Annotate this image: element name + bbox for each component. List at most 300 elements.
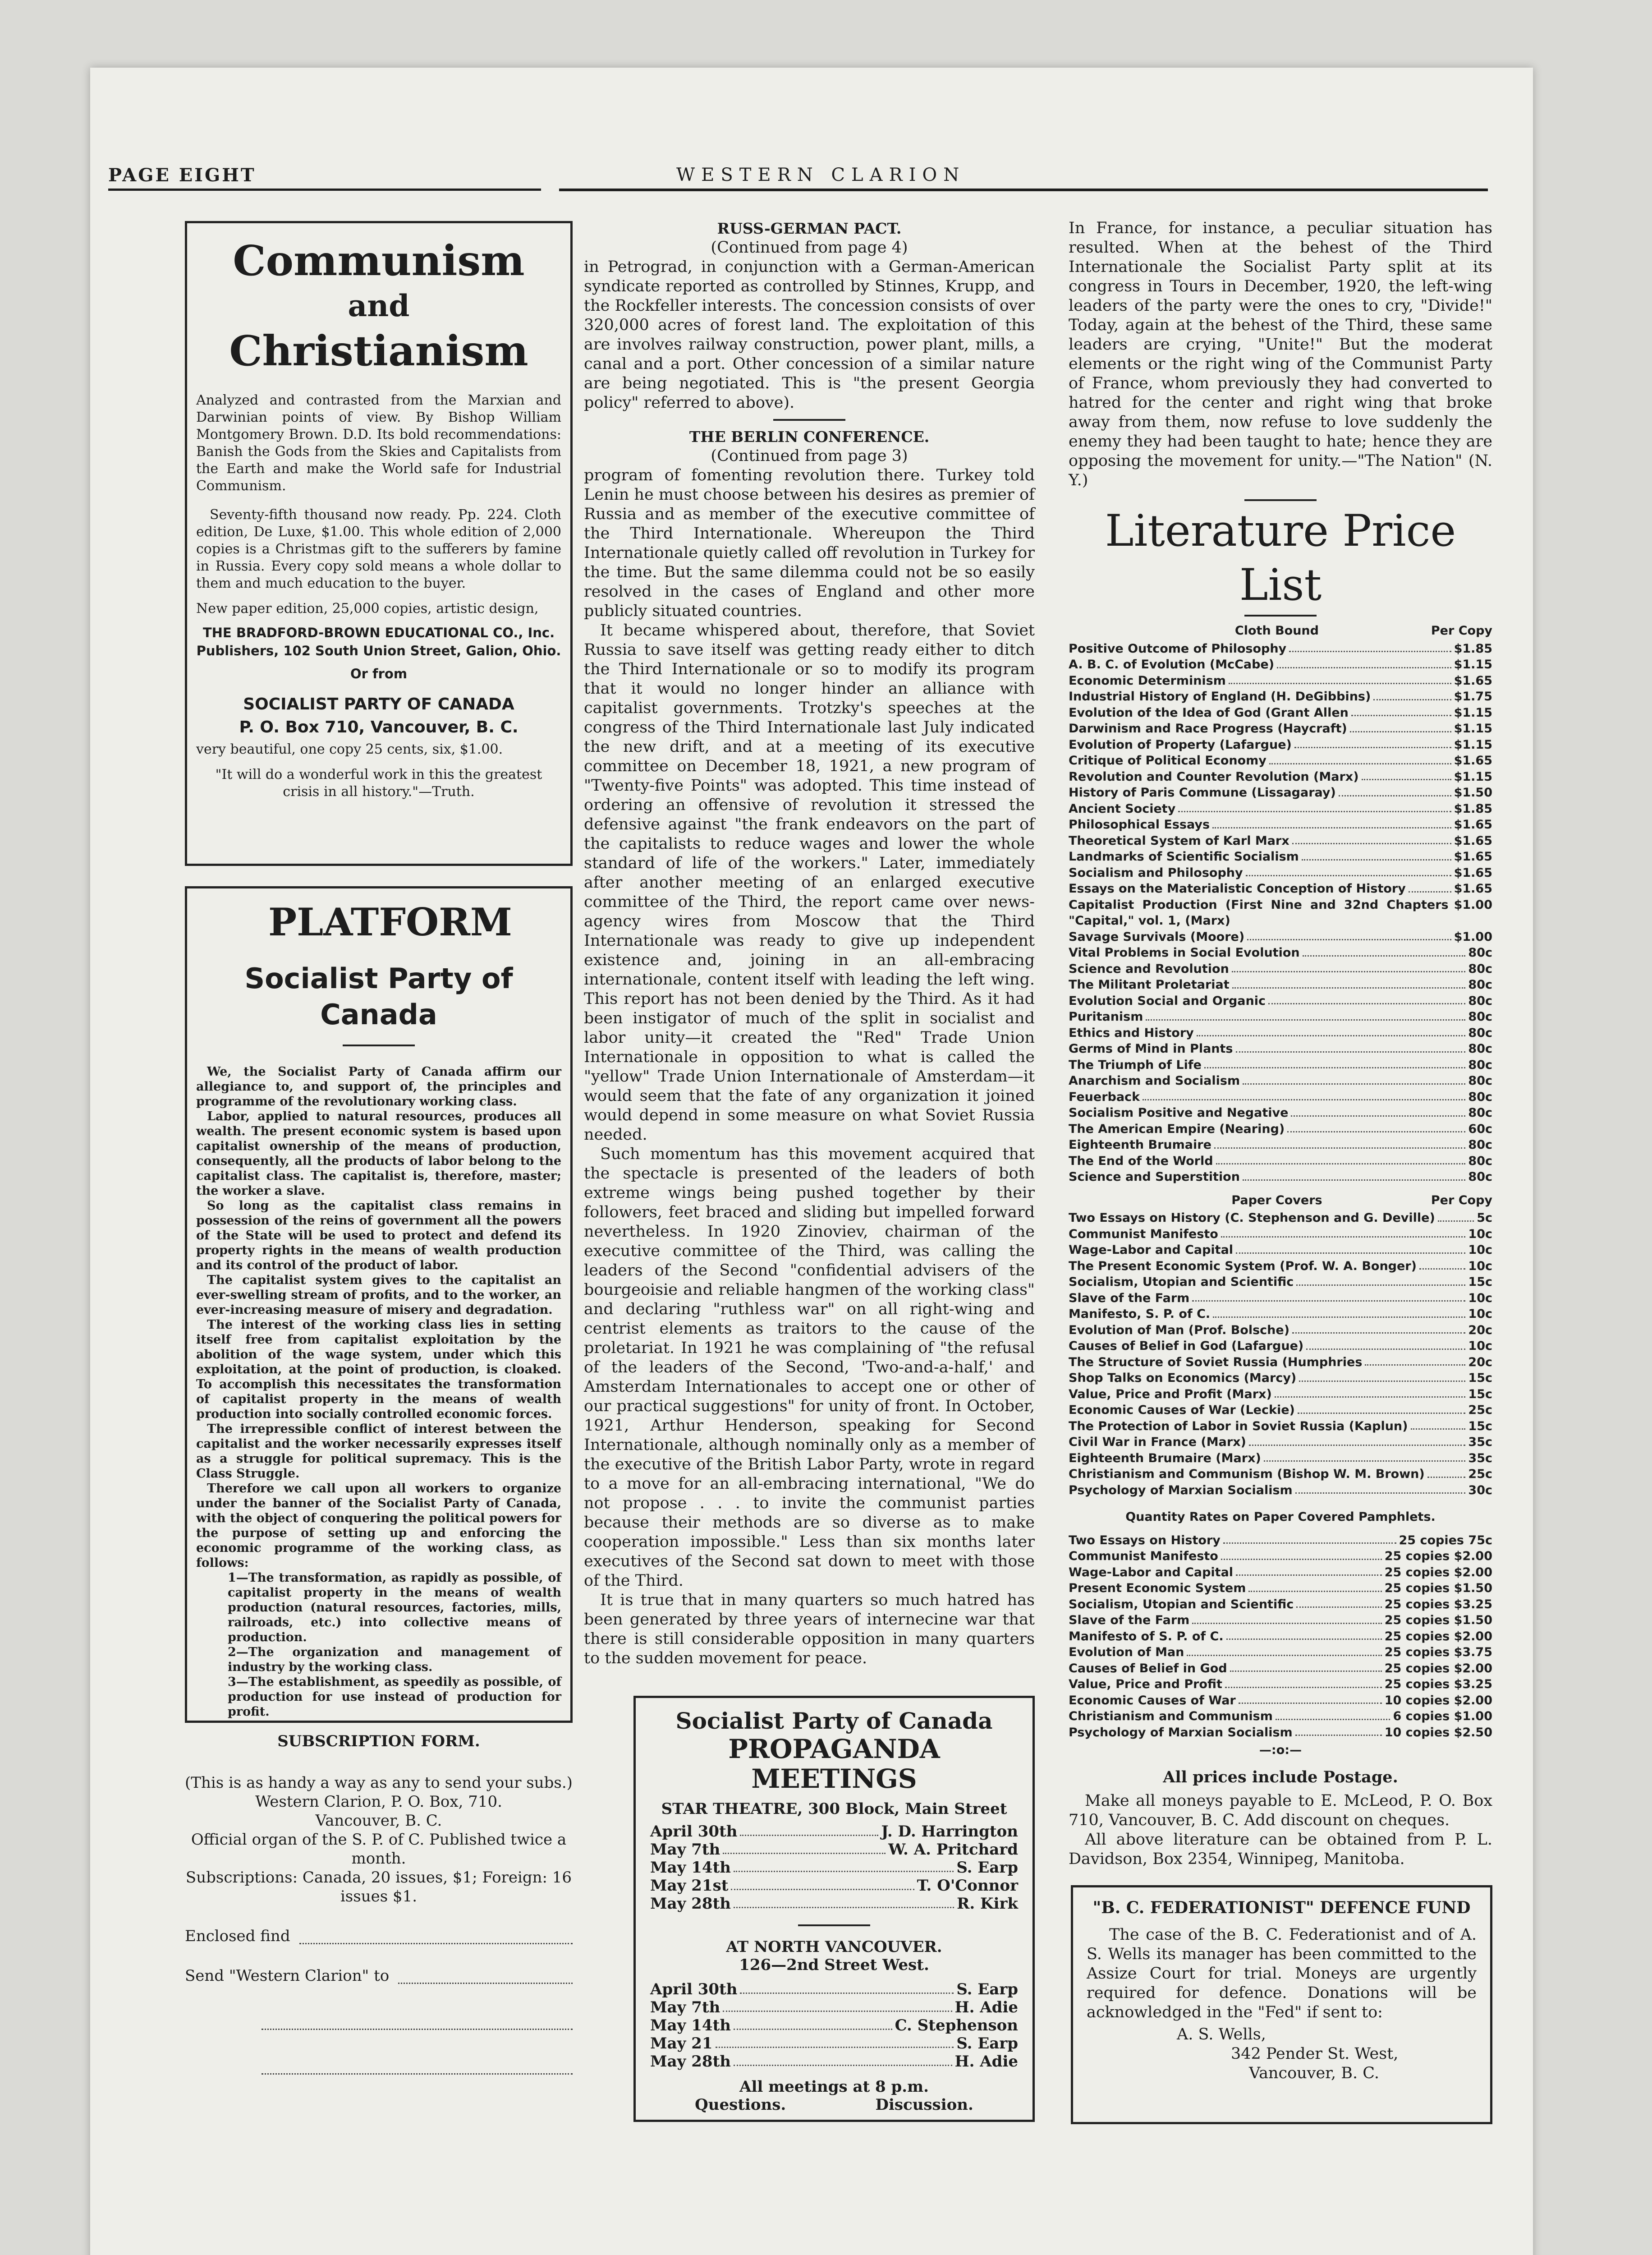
enclosed-field[interactable] xyxy=(299,1927,573,1944)
france-rule xyxy=(1244,499,1317,501)
dot-leader xyxy=(1373,689,1451,700)
price-row xyxy=(1069,1450,1492,1467)
per-copy-label: Per Copy xyxy=(1431,624,1492,638)
price-row-price: 25 copies $2.00 xyxy=(1384,1629,1492,1643)
price-row xyxy=(1069,881,1492,897)
dot-leader xyxy=(1339,785,1451,796)
meeting-row: May 21st T. O'Connor xyxy=(650,1877,1018,1895)
price-row xyxy=(1069,769,1492,785)
dot-leader xyxy=(1302,849,1451,861)
price-row xyxy=(1069,1290,1492,1307)
meetings-title-2: PROPAGANDA MEETINGS xyxy=(728,1734,940,1794)
price-row xyxy=(1069,801,1492,817)
price-row-price: 25 copies $1.50 xyxy=(1384,1613,1492,1627)
price-row-price: 80c xyxy=(1468,1010,1492,1024)
send-field[interactable] xyxy=(398,1966,573,1984)
price-row-price: 60c xyxy=(1468,1122,1492,1136)
price-row-title: Civil War in France (Marx) xyxy=(1069,1435,1246,1449)
price-row xyxy=(1069,705,1492,721)
price-row-price: 25c xyxy=(1468,1403,1492,1417)
price-row-title: Anarchism and Socialism xyxy=(1069,1074,1240,1088)
price-row xyxy=(1069,1306,1492,1322)
price-row xyxy=(1069,721,1492,737)
subscription-line-1: (This is as handy a way as any to send your subs.) xyxy=(185,1774,573,1792)
price-row-title: Economic Causes of War (Leckie) xyxy=(1069,1403,1295,1417)
price-row-price: 25 copies $2.00 xyxy=(1384,1565,1492,1579)
price-row-price: 5c xyxy=(1477,1211,1492,1225)
price-row-price: $1.65 xyxy=(1454,850,1492,864)
dot-leader xyxy=(1249,1434,1466,1446)
dot-leader xyxy=(1275,1386,1466,1398)
price-row-title: Present Economic System xyxy=(1069,1581,1246,1595)
price-row xyxy=(1069,1242,1492,1258)
price-row xyxy=(1069,945,1492,961)
price-row xyxy=(1069,1105,1492,1121)
dot-leader xyxy=(1232,961,1466,973)
price-list-sep: —:o:— xyxy=(1259,1743,1302,1757)
price-row-price: 10c xyxy=(1468,1291,1492,1305)
russ-title: RUSS-GERMAN PACT. xyxy=(717,220,902,237)
price-row xyxy=(1069,897,1492,929)
price-row-price: 25c xyxy=(1468,1467,1492,1481)
price-row-title: Revolution and Counter Revolution (Marx) xyxy=(1069,769,1359,784)
price-row xyxy=(1069,1354,1492,1371)
cloth-header-row xyxy=(1069,623,1492,639)
price-row-price: $1.50 xyxy=(1454,786,1492,800)
price-row xyxy=(1069,1629,1492,1645)
literature-rule xyxy=(1244,615,1317,617)
dot-leader xyxy=(1295,1725,1382,1736)
price-row-price: 10c xyxy=(1468,1339,1492,1353)
price-row-title: The Protection of Labor in Soviet Russia (Kaplun) xyxy=(1069,1419,1408,1433)
price-row xyxy=(1069,817,1492,833)
price-row-price: 80c xyxy=(1468,1170,1492,1184)
send-label: Send "Western Clarion" to xyxy=(185,1967,390,1985)
price-row-price: 15c xyxy=(1468,1371,1492,1385)
price-row-title: Socialism, Utopian and Scientific xyxy=(1069,1275,1294,1289)
dot-leader xyxy=(1299,1370,1465,1382)
header-rule-left xyxy=(108,189,541,191)
price-row-price: $1.75 xyxy=(1454,690,1492,704)
price-row xyxy=(1069,1041,1492,1057)
platform-item-1: 1—The transformation, as rapidly as possible, of capitalist property in the means of wealth production (natural resources, factories, mills, railroads, etc.) into collective means of production. xyxy=(228,1571,561,1644)
dot-leader xyxy=(1296,1274,1465,1286)
price-row-title: Christianism and Communism xyxy=(1069,1709,1273,1723)
address-field-2[interactable] xyxy=(262,2057,573,2075)
price-row-title: Economic Determinism xyxy=(1069,673,1226,688)
meetings-list-1 xyxy=(650,1822,1018,1913)
price-row xyxy=(1069,961,1492,977)
subscription-line-2: Western Clarion, P. O. Box, 710. xyxy=(255,1793,502,1811)
platform-item-3: 3—The establishment, as speedily as possible, of production for use instead of production for profit. xyxy=(228,1675,561,1719)
ad-quote: "It will do a wonderful work in this the greatest crisis in all history."—Truth. xyxy=(215,767,542,800)
price-row-title: Slave of the Farm xyxy=(1069,1613,1190,1627)
subscription-form xyxy=(185,1727,573,2075)
meetings-list-2 xyxy=(650,1980,1018,2071)
platform-p3: So long as the capitalist class remains in possession of the reins of government all the powers of the State will be used to protect and defend its property rights in the means of wealth production and its control of the product of labor. xyxy=(196,1199,561,1272)
platform-item-2: 2—The organization and management of industry by the working class. xyxy=(228,1645,561,1674)
price-row xyxy=(1069,1466,1492,1482)
price-row xyxy=(1069,1386,1492,1403)
ad-title-christianism: Christianism xyxy=(229,327,528,375)
per-copy-label-2: Per Copy xyxy=(1431,1193,1492,1207)
meeting-row: May 7th H. Adie xyxy=(650,1998,1018,2016)
price-row-title: Christianism and Communism (Bishop W. M. Brown) xyxy=(1069,1467,1425,1481)
price-row xyxy=(1069,1089,1492,1105)
communism-ad-box xyxy=(185,221,573,866)
price-row-title: Psychology of Marxian Socialism xyxy=(1069,1483,1293,1497)
price-row-price: $1.15 xyxy=(1454,737,1492,752)
platform-title: PLATFORM xyxy=(268,900,512,944)
address-field-1[interactable] xyxy=(262,2012,573,2030)
price-row-price: 80c xyxy=(1468,1026,1492,1040)
russ-text: in Petrograd, in conjunction with a German-American syndicate reported as controlled by Stinnes, Krupp, and the Rockfeller interests. The concession consists of over 320,000 acres of forest land. The exploitation of this are involves railway construction, power plant, mills, a canal and a port. Other concession of a similar nature are being negotiated. This is "the present Georgia policy" referred to above). xyxy=(584,258,1035,412)
price-row-title: Evolution of Property (Lafargue) xyxy=(1069,737,1292,752)
price-row xyxy=(1069,1073,1492,1089)
quantity-list xyxy=(1069,1532,1492,1741)
berlin-continued: (Continued from page 3) xyxy=(711,447,908,465)
platform-box xyxy=(185,886,573,1723)
dot-leader xyxy=(1292,833,1451,845)
price-row-title: Ethics and History xyxy=(1069,1026,1194,1040)
price-row-title: Causes of Belief in God (Lafargue) xyxy=(1069,1339,1304,1353)
price-row-price: $1.65 xyxy=(1454,673,1492,688)
france-text: In France, for instance, a peculiar situation has resulted. When at the behest of the Third Internationale the Socialist Party split at its congress in Tours in December, 1920, the left-wing leaders of the party were the ones to cry, "Divide!" Today, again at the behest of the Third, these same leaders are crying, "Unite!" But the moderat elements or the right wing of the Communist Party of France, whom previously they had converted to hatred for the center and right wing that broke away from them, now refuse to love suddenly the enemy they had been taught to hate; hence they are opposing the movement for unity.—"The Nation" (N. Y.) xyxy=(1069,219,1492,489)
price-row xyxy=(1069,1025,1492,1041)
cloth-list xyxy=(1069,641,1492,1185)
subscription-title: SUBSCRIPTION FORM. xyxy=(277,1732,480,1750)
dot-leader xyxy=(1229,673,1451,685)
ad-title-and: and xyxy=(348,288,410,323)
price-row-title: Slave of the Farm xyxy=(1069,1291,1190,1305)
price-row-price: 20c xyxy=(1468,1323,1492,1337)
dot-leader xyxy=(1268,993,1465,1005)
dot-leader xyxy=(1248,1580,1381,1592)
price-row-title: A. B. C. of Evolution (McCabe) xyxy=(1069,658,1275,672)
price-row xyxy=(1069,1009,1492,1025)
price-row xyxy=(1069,737,1492,753)
price-row-title: Psychology of Marxian Socialism xyxy=(1069,1725,1293,1740)
dot-leader xyxy=(1243,1073,1465,1085)
page-number: PAGE EIGHT xyxy=(108,165,256,186)
price-row-price: $1.65 xyxy=(1454,754,1492,768)
middle-column xyxy=(584,219,1035,1668)
price-row-title: Value, Price and Profit (Marx) xyxy=(1069,1387,1272,1401)
price-row xyxy=(1069,1532,1492,1549)
dot-leader xyxy=(1409,881,1451,893)
price-row-price: 25 copies $3.25 xyxy=(1384,1597,1492,1611)
ad-price: very beautiful, one copy 25 cents, six, $1.00. xyxy=(196,741,503,757)
berlin-p1: program of fomenting revolution there. Turkey told Lenin he must choose between his desires as premier of Russia and as member of the executive committee of the Third Internationale. Whereupon the Third Internationale quietly called off revolution in Turkey for the time. But the same dilemma could not be so easily resolved in the cases of England and other more publicly situated countries. xyxy=(584,466,1035,620)
dot-leader xyxy=(1276,1708,1390,1720)
ad-spc: SOCIALIST PARTY OF CANADA xyxy=(243,695,514,713)
meeting-row: April 30th J. D. Harrington xyxy=(650,1822,1018,1841)
ad-or-from: Or from xyxy=(350,666,408,681)
defence-fund-box xyxy=(1071,1885,1492,2124)
price-row xyxy=(1069,865,1492,881)
meetings-title-1: Socialist Party of Canada xyxy=(675,1707,993,1734)
price-row-price: 15c xyxy=(1468,1275,1492,1289)
price-row xyxy=(1069,785,1492,801)
dot-leader xyxy=(1192,1612,1381,1624)
meeting-row: April 30th S. Earp xyxy=(650,1980,1018,1998)
price-row-title: Wage-Labor and Capital xyxy=(1069,1565,1234,1579)
price-row xyxy=(1069,1210,1492,1226)
russ-continued: (Continued from page 4) xyxy=(711,239,908,257)
platform-subtitle: Socialist Party of Canada xyxy=(244,962,513,1031)
price-row xyxy=(1069,1725,1492,1741)
price-row-price: $1.65 xyxy=(1454,833,1492,848)
price-row xyxy=(1069,1370,1492,1386)
price-row xyxy=(1069,1565,1492,1581)
price-row-price: $1.15 xyxy=(1454,722,1492,736)
dot-leader xyxy=(1236,1565,1382,1576)
price-row-price: 10c xyxy=(1468,1259,1492,1273)
price-row-price: 10c xyxy=(1468,1243,1492,1257)
dot-leader xyxy=(1239,1693,1382,1704)
dot-leader xyxy=(1236,1041,1466,1053)
dot-leader xyxy=(1277,657,1451,668)
price-row-price: 25 copies $3.25 xyxy=(1384,1677,1492,1691)
dot-leader xyxy=(1264,1450,1466,1462)
dot-leader xyxy=(1427,1466,1466,1478)
price-row-price: 80c xyxy=(1468,1058,1492,1072)
meeting-row: May 14th S. Earp xyxy=(650,1859,1018,1877)
dot-leader xyxy=(1187,1644,1381,1656)
price-row-price: 25 copies $2.00 xyxy=(1384,1661,1492,1675)
platform-p4: The capitalist system gives to the capitalist an ever-swelling stream of profits, and to the worker, an ever-increasing measure of misery and degradation. xyxy=(196,1273,561,1317)
price-row-price: 35c xyxy=(1468,1435,1492,1449)
price-row-title: Ancient Society xyxy=(1069,801,1176,816)
russ-rule xyxy=(773,419,845,421)
berlin-p2: It became whispered about, therefore, that Soviet Russia to save itself was getting ready either to ditch the Third Internationale or so to modify its program that it would no longer hinder an alliance with capitalist governments. Trotzky's speeches at the congress of the Third Internationale last July indicated the new drift, and at a meeting of its executive committee on December 18, 1921, a new program of "Twenty-five Points" was adopted. This time instead of ordering an offensive of revolution it stressed the defensive against "the frank endeavors on the part of the capitalists to reduce wages and lower the whole standard of life of the workers." Later, immediately after another meeting of an enlarged executive committee of the Third, the report came over news-agency wires from Moscow that the Third Internationale was ready to give up independent existence and, joining in an all-embracing internationale, content itself with leading the left wing. This report has not been denied by the Third. As it had been instigator of much of the split in socialist and labor unity—it created the "Red" Trade Union Internationale in opposition to what is called the "yellow" Trade Union Internationale of Amsterdam—it would seem that the fate of any organization it joined would depend in some measure on what Soviet Russia needed. xyxy=(584,621,1035,1144)
dot-leader xyxy=(1213,1306,1465,1318)
enclosed-label: Enclosed find xyxy=(185,1927,290,1945)
dot-leader xyxy=(1292,1322,1465,1334)
price-row-title: Eighteenth Brumaire (Marx) xyxy=(1069,1451,1261,1465)
subscription-line-4: Official organ of the S. P. of C. Published twice a month. xyxy=(191,1831,567,1868)
price-row-title: The American Empire (Nearing) xyxy=(1069,1122,1285,1136)
price-row-price: 35c xyxy=(1468,1451,1492,1465)
price-row xyxy=(1069,1708,1492,1725)
paper-header: Paper Covers xyxy=(1231,1193,1322,1207)
dot-leader xyxy=(1294,737,1451,749)
price-row-price: 10c xyxy=(1468,1227,1492,1241)
meeting-row: May 7th W. A. Pritchard xyxy=(650,1841,1018,1859)
price-row-price: 6 copies $1.00 xyxy=(1393,1709,1492,1723)
price-row-price: 10c xyxy=(1468,1307,1492,1321)
dot-leader xyxy=(1221,1548,1382,1560)
price-row-price: $1.15 xyxy=(1454,658,1492,672)
dot-leader xyxy=(1287,1121,1465,1133)
price-row xyxy=(1069,1274,1492,1290)
price-row-price: 15c xyxy=(1468,1387,1492,1401)
price-row xyxy=(1069,657,1492,673)
defence-text: The case of the B. C. Federationist and of A. S. Wells its manager has been committed to the Assize Court for trial. Moneys are urgently required for defence. Donations will be acknowledged in the "Fed" if sent to: xyxy=(1087,1926,1477,2021)
price-row-title: Germs of Mind in Plants xyxy=(1069,1042,1233,1056)
price-row-title: Capitalist Production (First Nine and 32nd Chapters "Capital," vol. 1, (Marx) xyxy=(1069,897,1449,928)
platform-p6: The irrepressible conflict of interest between the capitalist and the worker necessarily expresses itself as a struggle for political supremacy. This is the Class Struggle. xyxy=(196,1422,561,1481)
defence-address-2: 342 Pender St. West, xyxy=(1231,2045,1399,2063)
price-row-title: Feuerback xyxy=(1069,1090,1140,1104)
price-row xyxy=(1069,1612,1492,1629)
price-row-price: $1.65 xyxy=(1454,882,1492,896)
price-row xyxy=(1069,1057,1492,1073)
price-row-price: 80c xyxy=(1468,978,1492,992)
price-row xyxy=(1069,1258,1492,1275)
dot-leader xyxy=(1298,1402,1466,1414)
price-row-title: Critique of Political Economy xyxy=(1069,754,1267,768)
ad-paper-edition: New paper edition, 25,000 copies, artistic design, xyxy=(196,601,539,617)
dot-leader xyxy=(1216,1153,1466,1165)
price-row xyxy=(1069,1661,1492,1677)
ad-title-communism: Communism xyxy=(233,236,525,285)
price-row-price: 25 copies $2.00 xyxy=(1384,1549,1492,1563)
price-row-title: Two Essays on History (C. Stephenson and G. Deville) xyxy=(1069,1211,1435,1225)
price-row-title: Communist Manifesto xyxy=(1069,1549,1218,1563)
ad-box-address: P. O. Box 710, Vancouver, B. C. xyxy=(239,718,519,736)
price-row-price: $1.15 xyxy=(1454,769,1492,784)
dot-leader xyxy=(1230,1661,1382,1672)
price-row-price: 20c xyxy=(1468,1355,1492,1369)
price-row-title: Landmarks of Scientific Socialism xyxy=(1069,850,1299,864)
quantity-header: Quantity Rates on Paper Covered Pamphlets. xyxy=(1125,1510,1436,1524)
dot-leader xyxy=(1214,1137,1466,1149)
platform-body xyxy=(196,1064,561,1719)
price-row-title: Industrial History of England (H. DeGibbins) xyxy=(1069,690,1371,704)
meetings-venue-2b: 126—2nd Street West. xyxy=(739,1956,929,1974)
meeting-row: May 28th H. Adie xyxy=(650,2053,1018,2071)
price-row-title: Shop Talks on Economics (Marcy) xyxy=(1069,1371,1297,1385)
price-row-title: Wage-Labor and Capital xyxy=(1069,1243,1234,1257)
meeting-row: May 28th R. Kirk xyxy=(650,1895,1018,1913)
price-row-title: Philosophical Essays xyxy=(1069,818,1210,832)
price-row xyxy=(1069,1338,1492,1354)
meetings-questions: Questions. xyxy=(695,2096,786,2114)
price-row xyxy=(1069,673,1492,689)
price-row-price: 80c xyxy=(1468,994,1492,1008)
price-row-price: $1.00 xyxy=(1454,930,1492,944)
price-row xyxy=(1069,1580,1492,1597)
price-row-title: Darwinism and Race Progress (Haycraft) xyxy=(1069,722,1347,736)
platform-rule xyxy=(343,1045,415,1046)
price-row xyxy=(1069,1482,1492,1499)
meetings-venue-2a: AT NORTH VANCOUVER. xyxy=(726,1938,942,1956)
dot-leader xyxy=(1351,705,1451,717)
price-row-title: The End of the World xyxy=(1069,1154,1213,1168)
price-row-title: The Structure of Soviet Russia (Humphries xyxy=(1069,1355,1363,1369)
price-row-price: 80c xyxy=(1468,1138,1492,1152)
meeting-row: May 14th C. Stephenson xyxy=(650,2016,1018,2034)
dot-leader xyxy=(1291,1105,1465,1117)
subscription-line-5: Subscriptions: Canada, 20 issues, $1; Foreign: 16 issues $1. xyxy=(185,1868,572,1905)
price-row-price: 80c xyxy=(1468,946,1492,960)
price-row-title: Socialism Positive and Negative xyxy=(1069,1106,1289,1120)
ad-publisher: THE BRADFORD-BROWN EDUCATIONAL CO., Inc. Publishers, 102 South Union Street, Galion, Ohio. xyxy=(196,625,561,658)
price-row-title: Two Essays on History xyxy=(1069,1533,1221,1547)
price-row-title: The Present Economic System (Prof. W. A. Bonger) xyxy=(1069,1259,1417,1273)
price-row xyxy=(1069,1153,1492,1169)
dot-leader xyxy=(1411,1418,1466,1430)
price-list xyxy=(1069,623,1492,1758)
dot-leader xyxy=(1178,801,1451,813)
platform-p1: We, the Socialist Party of Canada affirm our allegiance to, and support of, the principles and programme of the revolutionary working class. xyxy=(196,1065,561,1109)
price-row-price: $1.85 xyxy=(1454,641,1492,656)
price-row-title: Evolution of the Idea of God (Grant Allen xyxy=(1069,705,1349,720)
price-row xyxy=(1069,689,1492,705)
price-row-title: Theoretical System of Karl Marx xyxy=(1069,833,1289,848)
price-row xyxy=(1069,1226,1492,1243)
price-row-price: 25 copies 75c xyxy=(1399,1533,1492,1547)
meetings-venue-1: STAR THEATRE, 300 Block, Main Street xyxy=(661,1800,1007,1818)
platform-p2: Labor, applied to natural resources, produces all wealth. The present economic system is based upon capitalist ownership of the means of production, consequently, all the products of labor belong to the capitalist class. The capitalist is, therefore, master; the worker a slave. xyxy=(196,1109,561,1198)
price-row-title: Evolution of Man xyxy=(1069,1645,1184,1659)
price-row-title: Puritanism xyxy=(1069,1010,1143,1024)
dot-leader xyxy=(1143,1089,1465,1101)
price-row-title: The Militant Proletariat xyxy=(1069,978,1230,992)
price-row-price: $1.00 xyxy=(1454,897,1492,912)
price-row-price: 80c xyxy=(1468,962,1492,976)
defence-address-3: Vancouver, B. C. xyxy=(1249,2064,1379,2082)
dot-leader xyxy=(1247,929,1451,941)
price-row xyxy=(1069,1137,1492,1153)
defence-title: "B. C. FEDERATIONIST" DEFENCE FUND xyxy=(1092,1898,1471,1917)
price-row xyxy=(1069,1676,1492,1693)
dot-leader xyxy=(1212,817,1451,828)
dot-leader xyxy=(1204,1057,1466,1069)
paper-header-row xyxy=(1069,1192,1492,1209)
header-rule-right xyxy=(559,189,1488,191)
platform-p7: Therefore we call upon all workers to organize under the banner of the Socialist Party of Canada, with the object of conquering the political powers for the purpose of setting up and enforcing the economic programme of the working class, as follows: xyxy=(196,1482,561,1570)
dot-leader xyxy=(1232,977,1466,989)
dot-leader xyxy=(1295,1482,1466,1494)
price-row-title: Science and Revolution xyxy=(1069,962,1229,976)
money-note: Make all moneys payable to E. McLeod, P. O. Box 710, Vancouver, B. C. Add discount on cheques. xyxy=(1069,1791,1492,1829)
dot-leader xyxy=(1296,1597,1381,1608)
enclosed-row xyxy=(185,1927,573,1946)
price-row-price: 80c xyxy=(1468,1090,1492,1104)
meetings-time: All meetings at 8 p.m. xyxy=(739,2078,929,2096)
dot-leader xyxy=(1246,865,1451,877)
price-row-title: Socialism and Philosophy xyxy=(1069,865,1243,880)
price-row xyxy=(1069,1121,1492,1137)
price-row-title: Savage Survivals (Moore) xyxy=(1069,930,1245,944)
dot-leader xyxy=(1365,1354,1465,1366)
price-row-price: $1.65 xyxy=(1454,865,1492,880)
platform-p5: The interest of the working class lies in setting itself free from capitalist exploitation by the abolition of the wage system, under which this exploitation, at the point of production, is cloaked. To accomplish this necessitates the transformation of capitalist property in the means of wealth production into socially controlled economic forces. xyxy=(196,1318,561,1421)
price-row-title: Communist Manifesto xyxy=(1069,1227,1218,1241)
dot-leader xyxy=(1438,1210,1474,1222)
price-row xyxy=(1069,1644,1492,1661)
price-row-title: Manifesto of S. P. of C. xyxy=(1069,1629,1224,1643)
dot-leader xyxy=(1223,1532,1396,1544)
meetings-footer xyxy=(650,2096,1018,2114)
price-row-title: Economic Causes of War xyxy=(1069,1693,1236,1707)
dot-leader xyxy=(1243,1169,1466,1181)
price-row-price: $1.65 xyxy=(1454,818,1492,832)
price-row xyxy=(1069,929,1492,945)
price-row xyxy=(1069,1169,1492,1185)
price-row-price: 80c xyxy=(1468,1042,1492,1056)
literature-title: Literature Price List xyxy=(1105,506,1456,610)
price-row xyxy=(1069,833,1492,849)
price-row-price: 30c xyxy=(1468,1483,1492,1497)
price-row-price: 80c xyxy=(1468,1074,1492,1088)
masthead-title: WESTERN CLARION xyxy=(676,165,966,185)
price-row-title: Causes of Belief in God xyxy=(1069,1661,1227,1675)
right-column xyxy=(1069,219,1492,1869)
price-row-title: Socialism, Utopian and Scientific xyxy=(1069,1597,1294,1611)
